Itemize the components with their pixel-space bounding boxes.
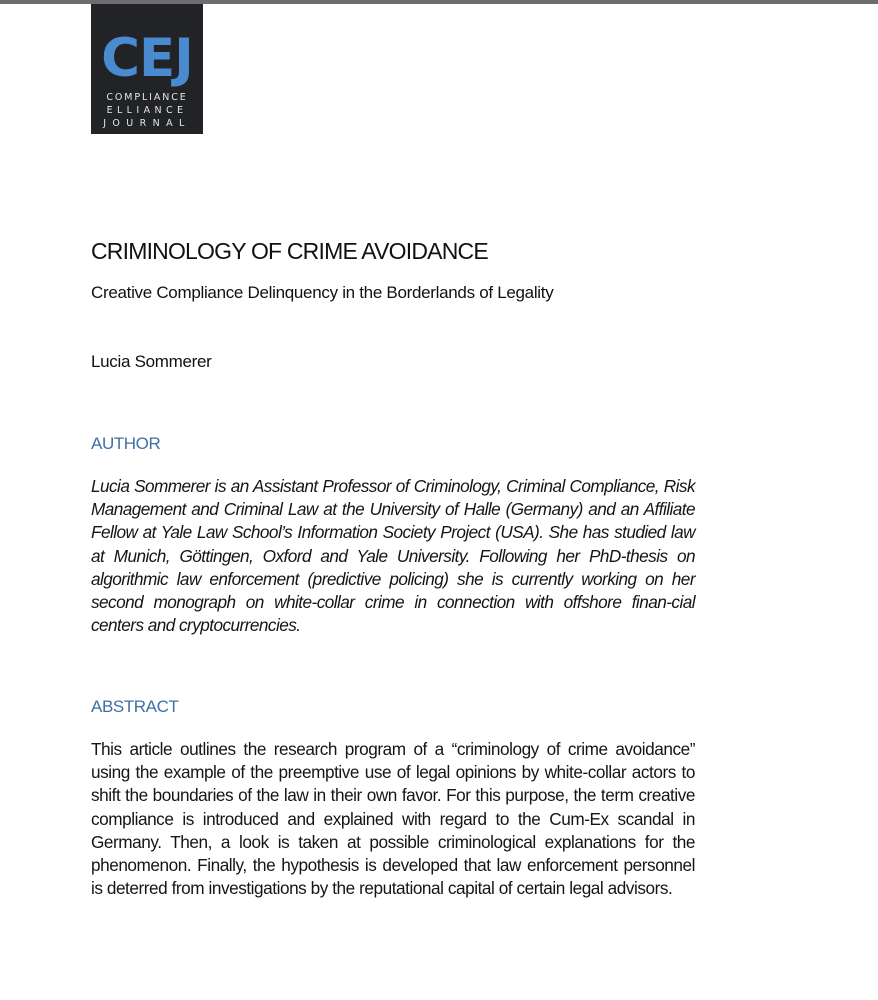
author-heading: AUTHOR xyxy=(91,434,161,453)
article-subtitle: Creative Compliance Delinquency in the Borderlands of Legality xyxy=(91,283,554,302)
author-name: Lucia Sommerer xyxy=(91,352,212,371)
logo-line-compliance: COMPLIANCE xyxy=(106,92,188,103)
logo-line-elliance: ELLIANCE xyxy=(106,105,188,116)
journal-logo xyxy=(91,4,203,134)
author-bio: Lucia Sommerer is an Assistant Professor of Criminology, Criminal Compliance, Risk Management and Criminal Law at the University of Halle (Germany) and an Affiliate Fellow at Yale Law School’s Information Society Project (USA). She has studied law at Munich, Göttingen, Oxford and Yale University. Following her PhD-thesis on algorithmic law enforcement (predictive policing) she is currently working on her second monograph on white-collar crime in connection with offshore finan-cial centers and cryptocurrencies. xyxy=(91,476,695,636)
logo-mark: CEJ xyxy=(101,28,193,89)
abstract-text: This article outlines the research program of a “criminology of crime avoidance” using the example of the preemptive use of legal opinions by white-collar actors to shift the boundaries of the law in their own favor. For this purpose, the term creative compliance is introduced and explained with regard to the Cum-Ex scandal in Germany. Then, a look is taken at possible criminological explanations for the phenomenon. Finally, the hypothesis is developed that law enforcement personnel is deterred from investigations by the reputational capital of certain legal advisors. xyxy=(91,739,695,899)
logo-line-journal: JOURNAL xyxy=(103,118,191,129)
abstract-heading: ABSTRACT xyxy=(91,697,179,716)
article-title: CRIMINOLOGY OF CRIME AVOIDANCE xyxy=(91,238,488,264)
